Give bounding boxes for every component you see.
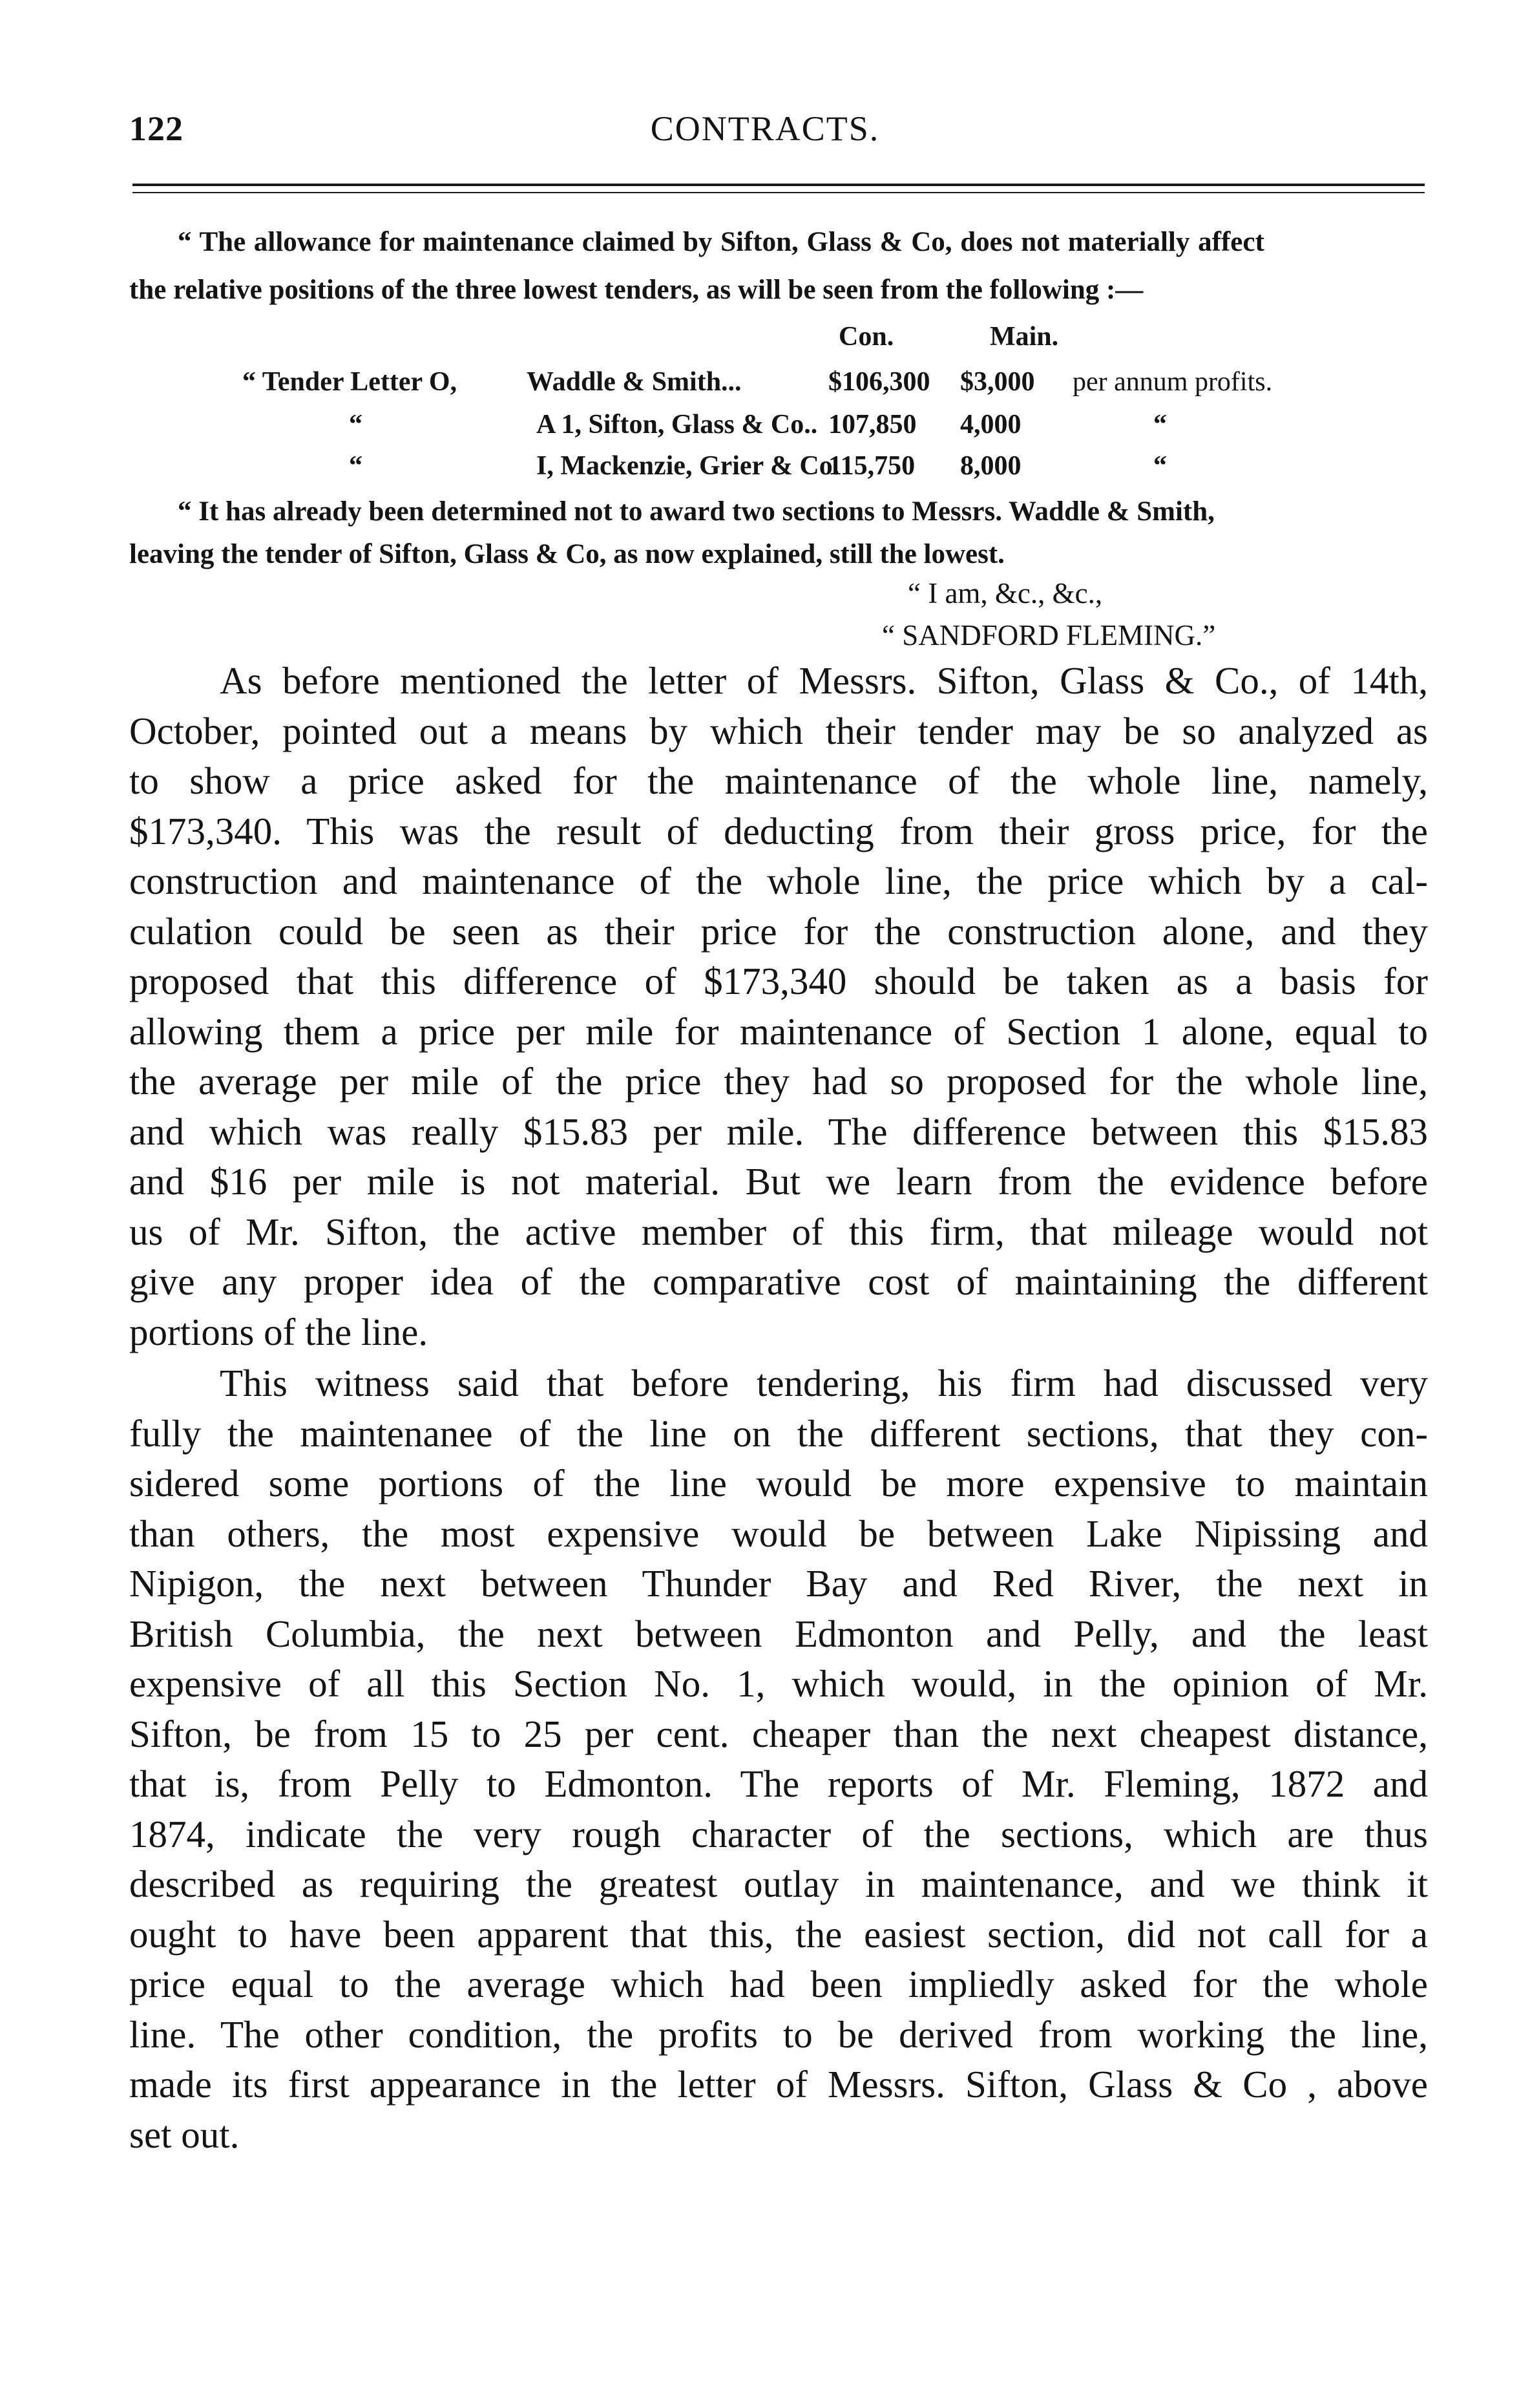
paragraph-2 (129, 1358, 1428, 2160)
text-line: Sifton, be from 15 to 25 per cent. cheaper than the next cheapest distance, (129, 1712, 1428, 1755)
text-line: October, pointed out a means by which their tender may be so analyzed as (129, 709, 1428, 752)
text-line: culation could be seen as their price for the construction alone, and they (129, 909, 1428, 953)
text-line: This witness said that before tendering, his firm had discussed very (220, 1362, 1428, 1404)
text-line: that is, from Pelly to Edmonton. The reports of Mr. Fleming, 1872 and (129, 1762, 1428, 1805)
text-line: line. The other condition, the profits to be derived from working the line, (129, 2012, 1428, 2056)
text-line: made its first appearance in the letter of Messrs. Sifton, Glass & Co , above (129, 2063, 1428, 2106)
text-line: give any proper idea of the comparative cost of maintaining the different (129, 1260, 1428, 1303)
text-line: Nipigon, the next between Thunder Bay and Red River, the next in (129, 1562, 1428, 1605)
header-rule-thin (132, 192, 1425, 193)
text-line: proposed that this difference of $173,340 should be taken as a basis for (129, 960, 1428, 1002)
tender-row-con: 115,750 (828, 451, 916, 481)
tender-row-name: A 1, Sifton, Glass & Co.. (536, 410, 818, 439)
text-line: us of Mr. Sifton, the active member of this firm, that mileage would not (129, 1210, 1428, 1253)
tender-row-main: $3,000 (960, 367, 1035, 397)
text-line: and which was really $15.83 per mile. The difference between this $15.83 (129, 1110, 1428, 1153)
tender-row-prefix: “ (349, 410, 362, 439)
text-line: allowing them a price per mile for maintenance of Section 1 alone, equal to (129, 1009, 1428, 1053)
tender-row-prefix: “ (349, 451, 362, 481)
text-line: 1874, indicate the very rough character of the sections, which are thus (129, 1812, 1428, 1855)
tender-row-name: I, Mackenzie, Grier & Co. (536, 451, 840, 481)
text-line: described as requiring the greatest outlay in maintenance, and we think it (129, 1863, 1428, 1905)
tender-row-name: Waddle & Smith... (527, 367, 742, 397)
text-line: price equal to the average which had been impliedly asked for the whole (129, 1963, 1428, 2005)
tender-row-main: 8,000 (960, 451, 1022, 481)
column-header-con: Con. (839, 322, 894, 352)
letter-line-3: “ It has already been determined not to award two sections to Messrs. Waddle & Smith, (178, 496, 1215, 527)
tender-row-con: $106,300 (828, 367, 930, 397)
tender-row-main: 4,000 (960, 410, 1022, 439)
text-line: fully the maintenanee of the line on the different sections, that they con- (129, 1411, 1428, 1455)
text-line: the average per mile of the price they had so proposed for the whole line, (129, 1060, 1428, 1103)
text-line: to show a price asked for the maintenance of the whole line, namely, (129, 759, 1428, 802)
letter-line-1: “ The allowance for maintenance claimed by Sifton, Glass & Co, does not materially affect (178, 227, 1264, 257)
tender-row-prefix: “ Tender Letter O, (242, 367, 457, 397)
tender-row-note: “ (1153, 410, 1167, 439)
letter-signature: “ SANDFORD FLEMING.” (882, 619, 1216, 651)
letter-closing: “ I am, &c., &c., (908, 577, 1103, 609)
tender-row-note: per annum profits. (1073, 367, 1273, 397)
tender-row-con: 107,850 (828, 410, 917, 439)
text-line: set out. (129, 2113, 240, 2156)
text-line: expensive of all this Section No. 1, which would, in the opinion of Mr. (129, 1662, 1428, 1705)
text-line: portions of the line. (129, 1310, 428, 1353)
text-line: than others, the most expensive would be between Lake Nipissing and (129, 1512, 1428, 1555)
letter-line-2: the relative positions of the three lowest tenders, as will be seen from the following :— (129, 275, 1144, 305)
paragraph-1 (129, 656, 1428, 1357)
text-line: and $16 per mile is not material. But we learn from the evidence before (129, 1160, 1428, 1203)
page-number: 122 (129, 109, 183, 148)
letter-line-4: leaving the tender of Sifton, Glass & Co, as now explained, still the lowest. (129, 539, 1005, 569)
header-rule (132, 184, 1425, 186)
text-line: British Columbia, the next between Edmonton and Pelly, and the least (129, 1612, 1428, 1655)
column-header-main: Main. (990, 322, 1059, 352)
text-line: construction and maintenance of the whole line, the price which by a cal- (129, 860, 1428, 902)
running-head: CONTRACTS. (650, 109, 880, 148)
text-line: sidered some portions of the line would be more expensive to maintain (129, 1462, 1428, 1505)
tender-row-note: “ (1153, 451, 1167, 481)
text-line: ought to have been apparent that this, the easiest section, did not call for a (129, 1912, 1428, 1956)
text-line: As before mentioned the letter of Messrs. Sifton, Glass & Co., of 14th, (220, 659, 1428, 702)
text-line: $173,340. This was the result of deducting from their gross price, for the (129, 809, 1428, 852)
